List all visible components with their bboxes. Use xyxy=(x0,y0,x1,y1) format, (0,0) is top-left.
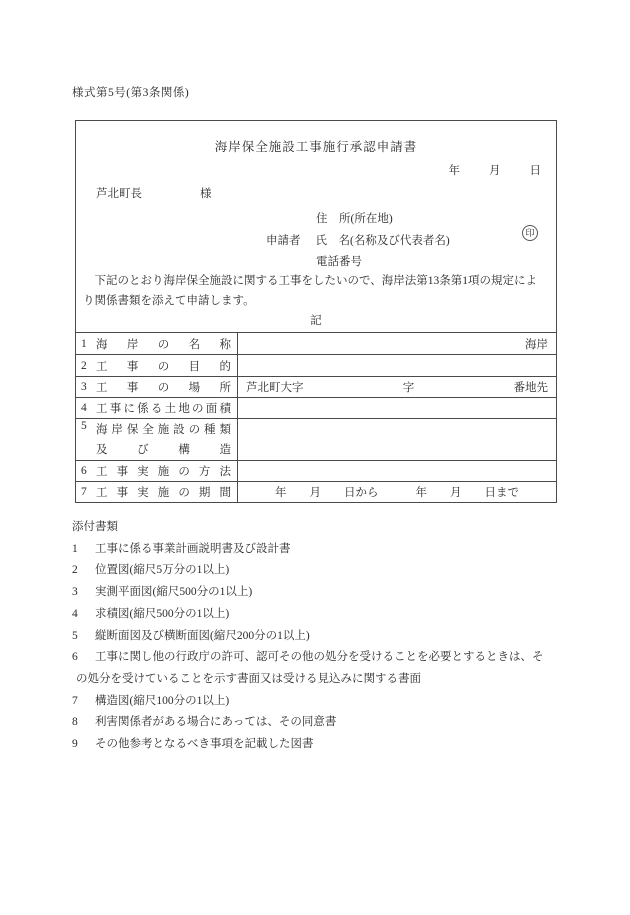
table-row-facility-type xyxy=(76,418,556,460)
seal-stamp-icon: 印 xyxy=(522,225,538,241)
attachment-item xyxy=(72,560,558,582)
attachment-number: 8 xyxy=(72,716,78,729)
table-row-land-area xyxy=(76,397,556,418)
row-number: 6 xyxy=(81,465,87,477)
period-to-label: 年 月 日まで xyxy=(415,487,519,499)
attachment-item xyxy=(72,604,558,626)
addressee-name: 芦北町長 xyxy=(96,188,142,200)
attachment-text: 工事に関し他の行政庁の許可、認可その他の処分を受けることを必要とするときは、そ xyxy=(95,651,544,664)
address-label: 住 所(所在地) xyxy=(316,213,393,225)
row-label-cell xyxy=(76,333,238,354)
row-value-cell xyxy=(238,398,556,418)
attachment-number: 6 xyxy=(72,651,78,664)
attachment-number: 1 xyxy=(72,542,78,555)
period-from-label: 年 月 日から xyxy=(275,487,379,499)
row-label-cell xyxy=(76,419,238,460)
location-town-label: 芦北町大字 xyxy=(246,382,304,394)
applicant-block xyxy=(266,209,450,274)
row-number: 2 xyxy=(81,359,87,372)
row-label: 工事の場所 xyxy=(96,382,231,394)
name-label: 氏 名(名称及び代表者名) xyxy=(315,234,450,247)
form-number: 様式第5号(第3条関係) xyxy=(72,87,190,99)
row-number: 3 xyxy=(81,381,87,393)
application-body-text xyxy=(83,271,550,311)
row-value-cell xyxy=(238,419,556,460)
row-label: 工事実施の期間 xyxy=(96,487,231,499)
body-line-2: り関係書類を添えて申請します。 xyxy=(83,295,255,307)
row-number: 1 xyxy=(81,337,87,350)
phone-label: 電話番号 xyxy=(316,256,362,268)
attachment-item xyxy=(72,712,558,734)
row-value-cell xyxy=(238,377,556,397)
attachment-item xyxy=(72,582,558,604)
row-label-cell xyxy=(76,398,238,418)
row-label-cell xyxy=(76,377,238,397)
coast-suffix: 海岸 xyxy=(525,338,548,351)
location-banchi-label: 番地先 xyxy=(513,382,548,394)
attachment-number: 4 xyxy=(72,607,78,620)
row-label-line-2: 及び構造 xyxy=(96,444,231,456)
attachment-text: 求積図(縮尺500分の1以上) xyxy=(95,607,230,620)
attachment-text: 利害関係者がある場合にあっては、その同意書 xyxy=(95,716,337,729)
table-row-work-method xyxy=(76,460,556,481)
row-value-cell xyxy=(238,461,556,481)
attachments-section xyxy=(72,517,558,756)
row-label-lines xyxy=(96,420,231,460)
attachments-list xyxy=(72,539,558,756)
row-label: 工事実施の方法 xyxy=(96,466,231,478)
location-aza-label: 字 xyxy=(402,382,415,394)
applicant-label: 申請者 xyxy=(266,234,301,247)
attachment-text: 工事に係る事業計画説明書及び設計書 xyxy=(95,542,291,555)
row-label-cell xyxy=(76,461,238,481)
attachment-text-continued: の処分を受けていることを示す書面又は受ける見込みに関する書面 xyxy=(76,672,421,685)
table-row-work-location xyxy=(76,376,556,397)
record-heading: 記 xyxy=(310,315,322,327)
row-label-cell xyxy=(76,482,238,502)
addressee-line xyxy=(96,185,212,201)
applicant-address-row xyxy=(266,209,450,231)
row-number: 7 xyxy=(81,486,87,498)
table-row-coast-name xyxy=(76,333,556,354)
attachment-number: 3 xyxy=(72,586,78,599)
body-line-1: 下記のとおり海岸保全施設に関する工事をしたいので、海岸法第13条第1項の規定によ xyxy=(83,275,538,287)
table-row-work-period xyxy=(76,481,556,502)
application-form-box xyxy=(75,120,557,503)
form-title: 海岸保全施設工事施行承認申請書 xyxy=(214,140,418,154)
attachment-text: 縦断面図及び横断面図(縮尺200分の1以上) xyxy=(95,629,310,642)
attachment-text: 位置図(縮尺5万分の1以上) xyxy=(95,564,230,577)
row-value-cell xyxy=(238,482,556,502)
row-label: 工事に係る土地の面積 xyxy=(96,403,231,415)
attachment-number: 2 xyxy=(72,564,78,577)
row-label: 海岸の名称 xyxy=(96,338,231,351)
applicant-name-row xyxy=(266,231,450,253)
row-value-cell xyxy=(238,333,556,354)
attachment-item xyxy=(72,626,558,648)
attachment-item xyxy=(72,734,558,756)
row-label-line-1: 海岸保全施設の種類 xyxy=(96,424,231,436)
attachments-heading: 添付書類 xyxy=(72,521,118,533)
date-line: 年 月 日 xyxy=(448,165,543,177)
row-label: 工事の目的 xyxy=(96,360,231,373)
attachment-number: 5 xyxy=(72,629,78,642)
row-value-cell xyxy=(238,355,556,376)
attachment-text: その他参考となるべき事項を記載した図書 xyxy=(95,738,314,751)
addressee-honorific: 様 xyxy=(200,188,212,200)
row-number: 4 xyxy=(81,402,87,414)
attachment-text: 実測平面図(縮尺500分の1以上) xyxy=(95,586,253,599)
attachment-item xyxy=(72,647,558,690)
row-number: 5 xyxy=(81,420,87,432)
attachment-item xyxy=(72,539,558,561)
application-detail-table xyxy=(76,332,556,502)
attachment-number: 9 xyxy=(72,738,78,751)
attachment-number: 7 xyxy=(72,694,78,707)
attachment-item xyxy=(72,691,558,713)
attachment-text: 構造図(縮尺100分の1以上) xyxy=(95,694,230,707)
table-row-work-purpose xyxy=(76,354,556,376)
row-label-cell xyxy=(76,355,238,376)
